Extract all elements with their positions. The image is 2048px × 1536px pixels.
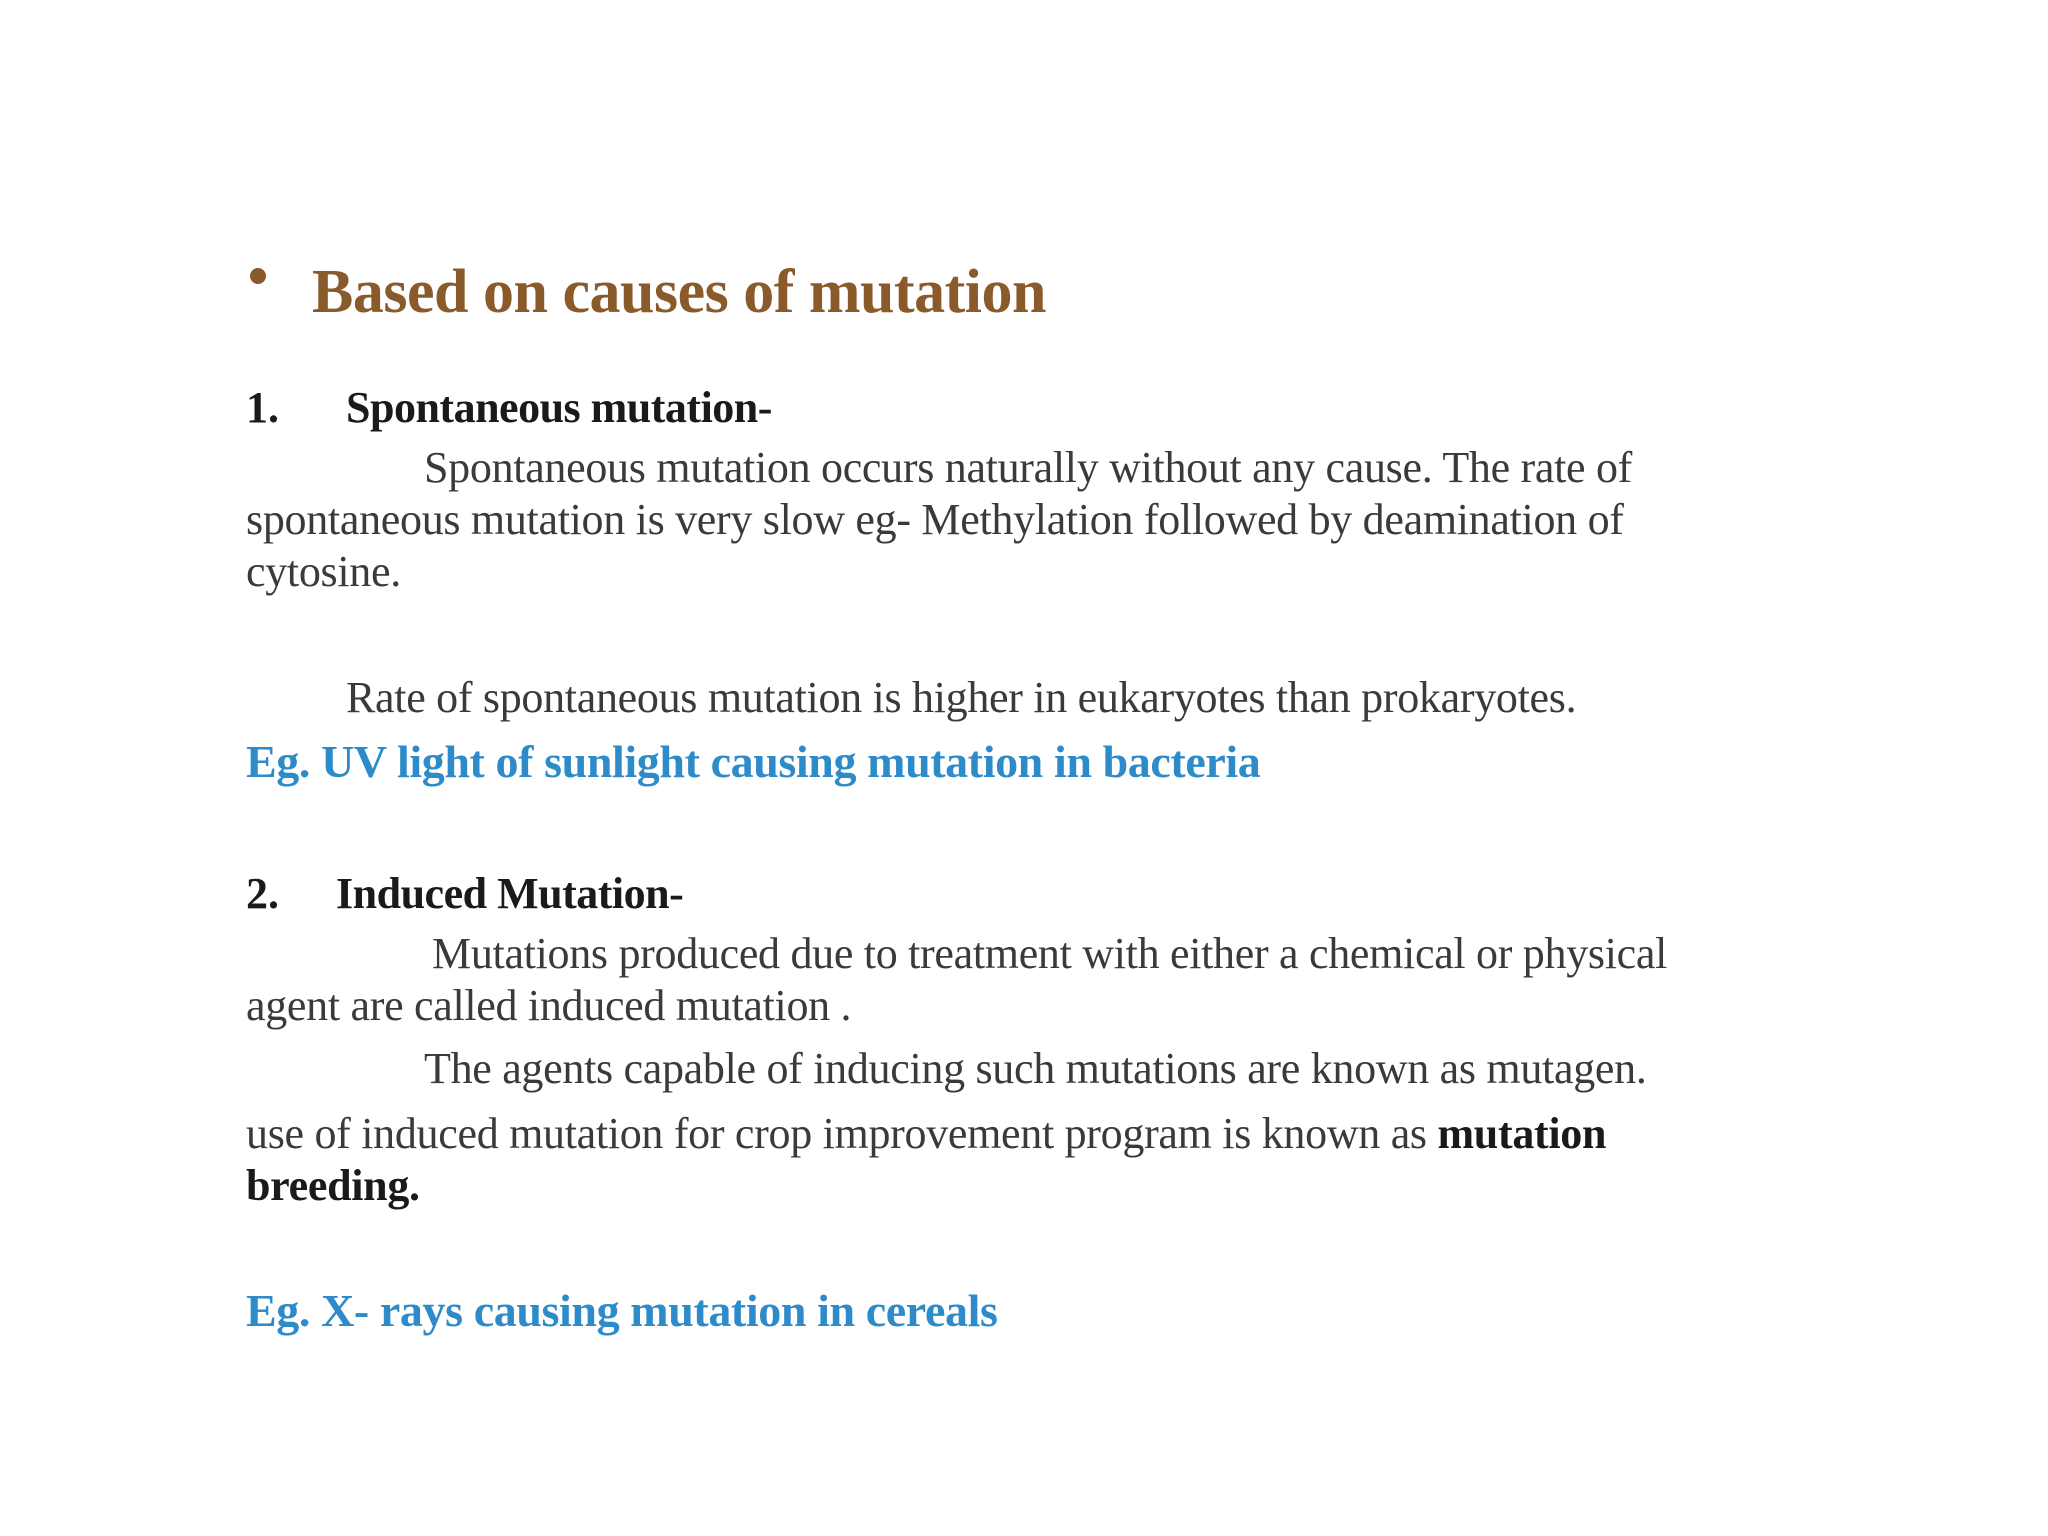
section1-para1-line2: spontaneous mutation is very slow eg- Methylation followed by deamination of [246,495,1624,544]
section2-para1-line1: Mutations produced due to treatment with either a chemical or physical [432,929,1668,978]
section2-para3-text: use of induced mutation for crop improvement program is known as [246,1109,1438,1158]
section2-para3-bold1: mutation [1437,1109,1607,1158]
section2-para3-line1 [246,1108,1606,1160]
section1-number: 1. [246,383,279,432]
section1-para1-line1: Spontaneous mutation occurs naturally without any cause. The rate of [424,443,1633,492]
section1-title: Spontaneous mutation- [346,383,772,432]
section2-para2: The agents capable of inducing such mutations are known as mutagen. [424,1044,1647,1093]
section2-title: Induced Mutation- [336,869,684,918]
bullet-icon [250,268,266,284]
section2-para1-line2: agent are called induced mutation . [246,981,852,1030]
section1-example: Eg. UV light of sunlight causing mutation in bacteria [246,736,1261,787]
section1-para2: Rate of spontaneous mutation is higher in eukaryotes than prokaryotes. [346,673,1577,722]
section2-example: Eg. X- rays causing mutation in cereals [246,1285,998,1336]
section-heading: Based on causes of mutation [312,258,1047,326]
section1-para1-line3: cytosine. [246,547,401,596]
section2-number: 2. [246,869,279,918]
section2-para3-bold2: breeding. [246,1161,420,1210]
